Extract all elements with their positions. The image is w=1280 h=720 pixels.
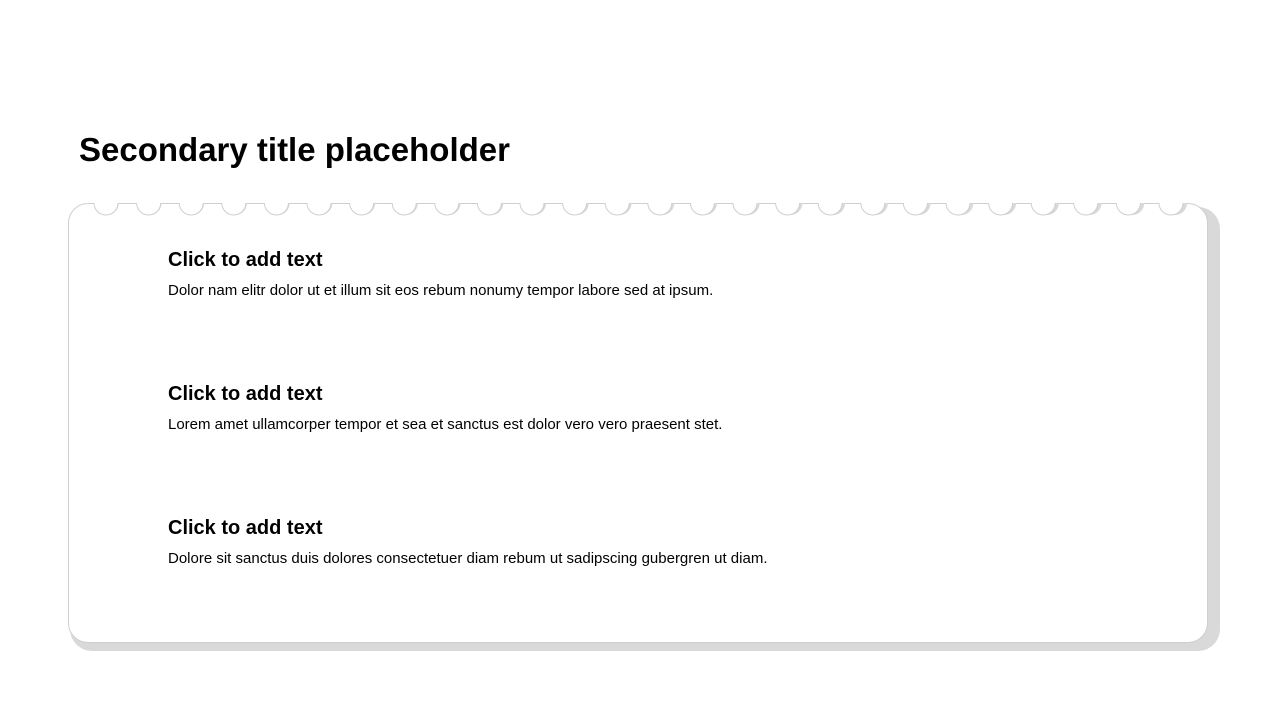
scallop-notch xyxy=(264,203,288,215)
scallop-notch xyxy=(222,203,246,215)
text-item-2[interactable] xyxy=(168,381,722,435)
slide-title[interactable]: Secondary title placeholder xyxy=(79,131,510,168)
item-body[interactable]: Dolore sit sanctus duis dolores consectetuer diam rebum ut sadipscing gubergren ut diam. xyxy=(168,550,768,567)
scallop-notch xyxy=(392,203,416,215)
item-body[interactable]: Dolor nam elitr dolor ut et illum sit eos rebum nonumy tempor labore sed at ipsum. xyxy=(168,282,714,299)
scallop-notch xyxy=(477,203,501,215)
scallop-notch xyxy=(94,203,118,215)
scallop-notch xyxy=(435,203,459,215)
item-heading[interactable]: Click to add text xyxy=(168,517,323,539)
text-item-3[interactable] xyxy=(168,515,767,569)
item-body[interactable]: Lorem amet ullamcorper tempor et sea et sanctus est dolor vero vero praesent stet. xyxy=(168,416,723,433)
item-heading[interactable]: Click to add text xyxy=(168,383,323,405)
scallop-notch xyxy=(350,203,374,215)
text-item-1[interactable] xyxy=(168,247,713,301)
notepad-card xyxy=(68,203,1220,651)
scallop-notch xyxy=(307,203,331,215)
scallop-edge xyxy=(68,203,1220,223)
scallop-notch xyxy=(137,203,161,215)
item-heading[interactable]: Click to add text xyxy=(168,249,323,271)
scallop-notch xyxy=(179,203,203,215)
